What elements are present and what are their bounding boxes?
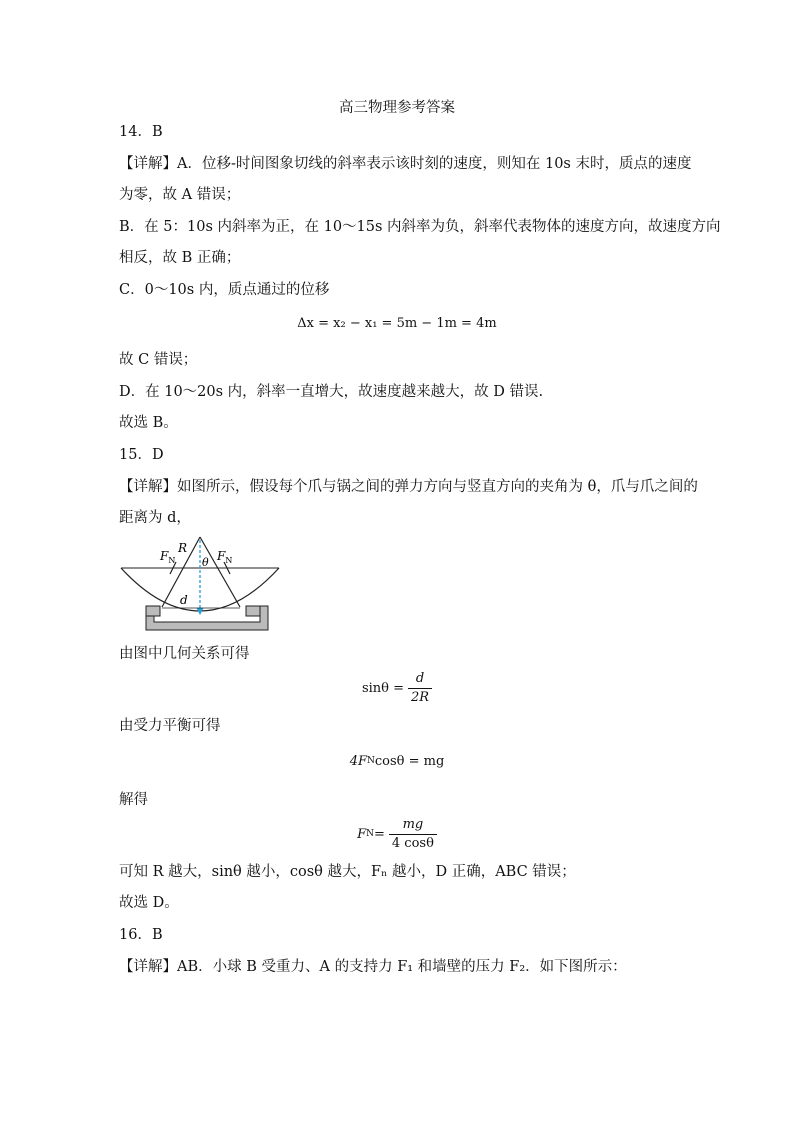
label-fn-left: $F_N$ [160, 549, 176, 565]
q16-number: 16．B [119, 927, 163, 943]
label-theta: θ [202, 556, 209, 569]
eq1-denominator: 2R [411, 689, 430, 705]
q15-equation-2 [0, 750, 794, 772]
q14-number: 14．B [119, 124, 163, 140]
q14-line-3: B．在 5：10s 内斜率为正，在 10～15s 内斜率为负，斜率代表物体的速度方向，故速度方向 [119, 219, 721, 235]
eq3-equals: = [373, 826, 385, 842]
eq3-lhs: F [357, 826, 367, 842]
stand-left-claw [146, 606, 160, 616]
eq1-numerator: d [408, 670, 432, 689]
q15-line-2: 距离为 d， [119, 510, 191, 526]
q14-equation: Δx = x₂ − x₁ = 5m − 1m = 4m [297, 316, 497, 331]
q14-line-7: D．在 10～20s 内，斜率一直增大，故速度越来越大，故 D 错误. [119, 384, 544, 400]
pan-force-diagram [118, 534, 284, 634]
stand-right-claw [246, 606, 260, 616]
eq2-sub: N [367, 756, 375, 766]
page-title: 高三物理参考答案 [339, 100, 455, 116]
radius-line-right [200, 537, 240, 607]
q14-line-2: 为零，故 A 错误； [119, 187, 241, 203]
eq1-fraction [408, 670, 432, 707]
q15-line-6: 可知 R 越大，sinθ 越小，cosθ 越大，Fₙ 越小，D 正确，ABC 错误； [119, 864, 576, 880]
eq3-numerator: mg [389, 816, 437, 835]
q15-equation-3 [0, 814, 794, 854]
pan-bowl [121, 568, 279, 611]
eq3-sub: N [366, 829, 374, 839]
q15-equation-1 [0, 668, 794, 708]
q15-line-4: 由受力平衡可得 [119, 718, 221, 734]
q14-line-5: C．0～10s 内，质点通过的位移 [119, 282, 330, 298]
label-fn-right: $F_N$ [217, 549, 233, 565]
q15-line-3: 由图中几何关系可得 [119, 646, 250, 662]
eq2-rest: cosθ = mg [374, 753, 445, 769]
q14-line-4: 相反，故 B 正确； [119, 250, 241, 266]
q16-line-1: 【详解】AB．小球 B 受重力、A 的支持力 F₁ 和墙壁的压力 F₂．如下图所示： [119, 959, 627, 975]
eq3-fraction [389, 816, 437, 853]
q15-line-1: 【详解】如图所示，假设每个爪与锅之间的弹力方向与竖直方向的夹角为 θ，爪与爪之间的 [119, 479, 698, 495]
q15-number: 15．D [119, 447, 164, 463]
eq2-lhs: 4F [349, 753, 367, 769]
eq3-denominator: 4 cosθ [391, 835, 434, 851]
label-distance: d [180, 593, 188, 607]
q14-line-1: 【详解】A．位移-时间图象切线的斜率表示该时刻的速度，则知在 10s 末时，质点的速度 [119, 156, 692, 172]
q14-line-6: 故 C 错误； [119, 352, 198, 368]
eq1-lhs: sinθ = [361, 680, 404, 696]
q15-line-7: 故选 D。 [119, 895, 179, 911]
label-radius: R [178, 541, 188, 555]
q14-line-8: 故选 B。 [119, 415, 178, 431]
q15-line-5: 解得 [119, 792, 148, 808]
